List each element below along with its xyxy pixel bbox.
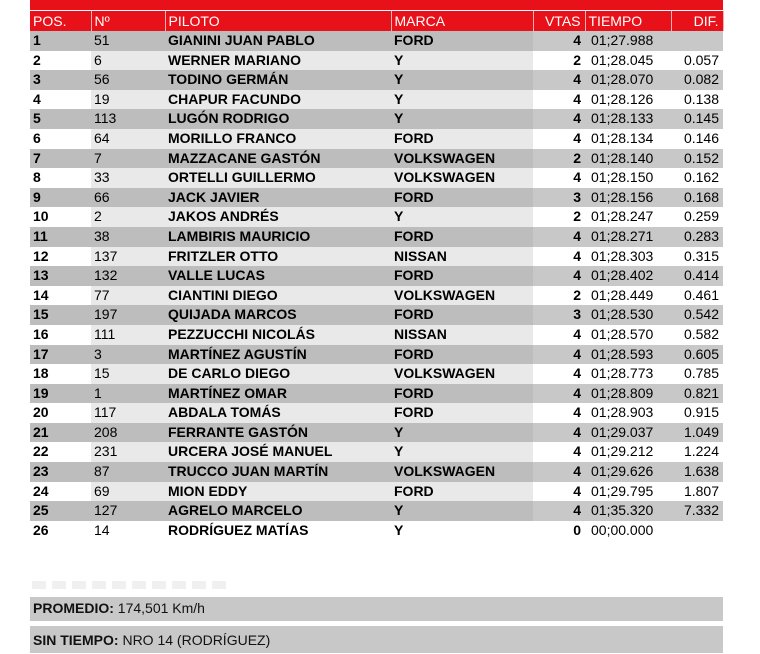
header-dif: DIF. xyxy=(671,11,723,31)
table-row xyxy=(30,247,723,267)
cell-pos: 21 xyxy=(30,423,91,443)
cell-vtas: 0 xyxy=(533,521,585,541)
cell-dif: 7.332 xyxy=(671,501,723,521)
summary-sin-tiempo xyxy=(30,626,723,653)
cell-vtas: 3 xyxy=(533,188,585,208)
table-row xyxy=(30,90,723,110)
cell-vtas: 4 xyxy=(533,168,585,188)
table-row xyxy=(30,109,723,129)
cell-pos: 13 xyxy=(30,266,91,286)
cell-dif: 0.315 xyxy=(671,247,723,267)
table-row xyxy=(30,521,723,541)
table-row xyxy=(30,325,723,345)
cell-pos: 6 xyxy=(30,129,91,149)
cell-pos: 15 xyxy=(30,305,91,325)
cell-marca: Y xyxy=(391,442,533,462)
cell-dif: 0.152 xyxy=(671,149,723,169)
cell-vtas: 4 xyxy=(533,442,585,462)
table-row xyxy=(30,423,723,443)
table-row xyxy=(30,168,723,188)
cell-vtas: 4 xyxy=(533,227,585,247)
cell-dif: 0.414 xyxy=(671,266,723,286)
cell-marca: Y xyxy=(391,521,533,541)
cell-dif: 0.582 xyxy=(671,325,723,345)
cell-dif: 0.283 xyxy=(671,227,723,247)
cell-dif xyxy=(671,521,723,541)
cell-marca: FORD xyxy=(391,188,533,208)
cell-piloto: ABDALA TOMÁS xyxy=(165,403,391,423)
cell-vtas: 4 xyxy=(533,109,585,129)
cell-vtas: 4 xyxy=(533,129,585,149)
cell-piloto: MAZZACANE GASTÓN xyxy=(165,149,391,169)
cell-vtas: 4 xyxy=(533,345,585,365)
table-row xyxy=(30,227,723,247)
cell-tiempo: 01;29.037 xyxy=(585,423,671,443)
cell-dif: 0.915 xyxy=(671,403,723,423)
cell-piloto: TODINO GERMÁN xyxy=(165,70,391,90)
table-header-row xyxy=(30,11,723,31)
cell-pos: 3 xyxy=(30,70,91,90)
cell-piloto: PEZZUCCHI NICOLÁS xyxy=(165,325,391,345)
cell-pos: 24 xyxy=(30,482,91,502)
cell-vtas: 4 xyxy=(533,247,585,267)
cell-tiempo: 01;28.570 xyxy=(585,325,671,345)
cell-piloto: JACK JAVIER xyxy=(165,188,391,208)
table-row xyxy=(30,345,723,365)
table-row xyxy=(30,364,723,384)
cell-num: 51 xyxy=(91,31,165,51)
cell-marca: VOLKSWAGEN xyxy=(391,286,533,306)
cell-marca: FORD xyxy=(391,384,533,404)
cell-pos: 23 xyxy=(30,462,91,482)
cell-pos: 16 xyxy=(30,325,91,345)
cell-vtas: 2 xyxy=(533,207,585,227)
cell-tiempo: 01;28.593 xyxy=(585,345,671,365)
cell-marca: FORD xyxy=(391,266,533,286)
cell-pos: 22 xyxy=(30,442,91,462)
cell-pos: 19 xyxy=(30,384,91,404)
cell-pos: 7 xyxy=(30,149,91,169)
faint-artifact xyxy=(32,581,232,589)
cell-piloto: TRUCCO JUAN MARTÍN xyxy=(165,462,391,482)
table-row xyxy=(30,462,723,482)
cell-dif: 0.082 xyxy=(671,70,723,90)
cell-num: 69 xyxy=(91,482,165,502)
table-row xyxy=(30,149,723,169)
table-row xyxy=(30,70,723,90)
cell-piloto: LUGÓN RODRIGO xyxy=(165,109,391,129)
header-vtas: VTAS xyxy=(533,11,585,31)
cell-vtas: 3 xyxy=(533,305,585,325)
cell-num: 66 xyxy=(91,188,165,208)
promedio-label: PROMEDIO: xyxy=(33,600,114,616)
cell-num: 38 xyxy=(91,227,165,247)
table-row xyxy=(30,482,723,502)
cell-piloto: JAKOS ANDRÉS xyxy=(165,207,391,227)
cell-piloto: FRITZLER OTTO xyxy=(165,247,391,267)
cell-marca: FORD xyxy=(391,345,533,365)
table-row xyxy=(30,286,723,306)
cell-num: 1 xyxy=(91,384,165,404)
cell-num: 19 xyxy=(91,90,165,110)
cell-tiempo: 01;35.320 xyxy=(585,501,671,521)
cell-marca: Y xyxy=(391,90,533,110)
cell-pos: 11 xyxy=(30,227,91,247)
cell-num: 127 xyxy=(91,501,165,521)
cell-vtas: 2 xyxy=(533,149,585,169)
cell-dif: 0.057 xyxy=(671,51,723,71)
cell-piloto: MARTÍNEZ OMAR xyxy=(165,384,391,404)
cell-dif: 0.145 xyxy=(671,109,723,129)
cell-marca: FORD xyxy=(391,305,533,325)
table-row xyxy=(30,442,723,462)
cell-piloto: CHAPUR FACUNDO xyxy=(165,90,391,110)
cell-tiempo: 01;28.530 xyxy=(585,305,671,325)
cell-marca: NISSAN xyxy=(391,247,533,267)
cell-pos: 25 xyxy=(30,501,91,521)
cell-pos: 14 xyxy=(30,286,91,306)
cell-piloto: MORILLO FRANCO xyxy=(165,129,391,149)
cell-num: 14 xyxy=(91,521,165,541)
cell-vtas: 4 xyxy=(533,501,585,521)
cell-piloto: MION EDDY xyxy=(165,482,391,502)
cell-piloto: DE CARLO DIEGO xyxy=(165,364,391,384)
cell-marca: Y xyxy=(391,51,533,71)
cell-tiempo: 01;29.795 xyxy=(585,482,671,502)
cell-piloto: QUIJADA MARCOS xyxy=(165,305,391,325)
cell-tiempo: 01;28.134 xyxy=(585,129,671,149)
cell-marca: FORD xyxy=(391,129,533,149)
cell-dif: 1.638 xyxy=(671,462,723,482)
cell-tiempo: 01;28.070 xyxy=(585,70,671,90)
cell-piloto: RODRÍGUEZ MATÍAS xyxy=(165,521,391,541)
cell-dif: 1.807 xyxy=(671,482,723,502)
cell-dif: 0.605 xyxy=(671,345,723,365)
cell-vtas: 4 xyxy=(533,31,585,51)
cell-tiempo: 01;28.809 xyxy=(585,384,671,404)
cell-pos: 12 xyxy=(30,247,91,267)
cell-vtas: 4 xyxy=(533,403,585,423)
cell-num: 7 xyxy=(91,149,165,169)
cell-tiempo: 01;28.140 xyxy=(585,149,671,169)
cell-dif: 0.259 xyxy=(671,207,723,227)
cell-dif: 0.785 xyxy=(671,364,723,384)
cell-dif: 1.049 xyxy=(671,423,723,443)
cell-pos: 10 xyxy=(30,207,91,227)
promedio-value: 174,501 Km/h xyxy=(117,600,205,616)
table-row xyxy=(30,501,723,521)
cell-vtas: 4 xyxy=(533,325,585,345)
cell-marca: FORD xyxy=(391,227,533,247)
table-row xyxy=(30,51,723,71)
cell-tiempo: 01;27.988 xyxy=(585,31,671,51)
results-table xyxy=(30,11,724,540)
cell-num: 113 xyxy=(91,109,165,129)
table-row xyxy=(30,207,723,227)
cell-marca: Y xyxy=(391,423,533,443)
cell-piloto: ORTELLI GUILLERMO xyxy=(165,168,391,188)
cell-tiempo: 01;28.247 xyxy=(585,207,671,227)
cell-dif: 0.146 xyxy=(671,129,723,149)
cell-pos: 1 xyxy=(30,31,91,51)
cell-num: 87 xyxy=(91,462,165,482)
cell-num: 64 xyxy=(91,129,165,149)
cell-marca: FORD xyxy=(391,403,533,423)
sin-tiempo-label: SIN TIEMPO: xyxy=(33,632,119,648)
cell-num: 6 xyxy=(91,51,165,71)
header-num: Nº xyxy=(91,11,165,31)
cell-pos: 2 xyxy=(30,51,91,71)
table-row xyxy=(30,188,723,208)
cell-marca: FORD xyxy=(391,482,533,502)
table-row xyxy=(30,403,723,423)
cell-piloto: LAMBIRIS MAURICIO xyxy=(165,227,391,247)
cell-tiempo: 01;28.773 xyxy=(585,364,671,384)
summary-promedio xyxy=(30,597,723,621)
cell-marca: VOLKSWAGEN xyxy=(391,149,533,169)
cell-pos: 18 xyxy=(30,364,91,384)
cell-marca: VOLKSWAGEN xyxy=(391,462,533,482)
cell-tiempo: 01;29.212 xyxy=(585,442,671,462)
cell-piloto: AGRELO MARCELO xyxy=(165,501,391,521)
cell-pos: 8 xyxy=(30,168,91,188)
cell-num: 33 xyxy=(91,168,165,188)
table-row xyxy=(30,305,723,325)
cell-marca: VOLKSWAGEN xyxy=(391,168,533,188)
cell-piloto: GIANINI JUAN PABLO xyxy=(165,31,391,51)
cell-vtas: 4 xyxy=(533,482,585,502)
cell-num: 2 xyxy=(91,207,165,227)
cell-piloto: VALLE LUCAS xyxy=(165,266,391,286)
cell-dif: 0.821 xyxy=(671,384,723,404)
cell-tiempo: 01;28.126 xyxy=(585,90,671,110)
cell-vtas: 4 xyxy=(533,90,585,110)
header-marca: MARCA xyxy=(391,11,533,31)
cell-piloto: FERRANTE GASTÓN xyxy=(165,423,391,443)
cell-num: 117 xyxy=(91,403,165,423)
cell-num: 231 xyxy=(91,442,165,462)
cell-vtas: 2 xyxy=(533,286,585,306)
cell-pos: 26 xyxy=(30,521,91,541)
cell-pos: 4 xyxy=(30,90,91,110)
cell-vtas: 4 xyxy=(533,423,585,443)
cell-num: 137 xyxy=(91,247,165,267)
cell-piloto: WERNER MARIANO xyxy=(165,51,391,71)
cell-piloto: CIANTINI DIEGO xyxy=(165,286,391,306)
cell-marca: NISSAN xyxy=(391,325,533,345)
header-piloto: PILOTO xyxy=(165,11,391,31)
cell-tiempo: 01;28.133 xyxy=(585,109,671,129)
cell-marca: Y xyxy=(391,109,533,129)
cell-tiempo: 01;28.449 xyxy=(585,286,671,306)
cell-tiempo: 01;28.303 xyxy=(585,247,671,267)
cell-marca: Y xyxy=(391,207,533,227)
table-row xyxy=(30,129,723,149)
cell-num: 111 xyxy=(91,325,165,345)
cell-pos: 17 xyxy=(30,345,91,365)
cell-marca: FORD xyxy=(391,31,533,51)
header-pos: POS. xyxy=(30,11,91,31)
cell-tiempo: 00;00.000 xyxy=(585,521,671,541)
cell-dif: 0.138 xyxy=(671,90,723,110)
table-row xyxy=(30,384,723,404)
cell-dif: 0.542 xyxy=(671,305,723,325)
cell-num: 77 xyxy=(91,286,165,306)
cell-dif xyxy=(671,31,723,51)
cell-tiempo: 01;28.045 xyxy=(585,51,671,71)
cell-marca: Y xyxy=(391,501,533,521)
cell-num: 3 xyxy=(91,345,165,365)
cell-tiempo: 01;28.156 xyxy=(585,188,671,208)
cell-pos: 5 xyxy=(30,109,91,129)
top-red-strip xyxy=(30,0,723,10)
cell-num: 56 xyxy=(91,70,165,90)
cell-dif: 0.162 xyxy=(671,168,723,188)
cell-num: 197 xyxy=(91,305,165,325)
cell-pos: 9 xyxy=(30,188,91,208)
cell-num: 208 xyxy=(91,423,165,443)
cell-dif: 0.461 xyxy=(671,286,723,306)
header-tiempo: TIEMPO xyxy=(585,11,671,31)
cell-pos: 20 xyxy=(30,403,91,423)
cell-num: 15 xyxy=(91,364,165,384)
cell-num: 132 xyxy=(91,266,165,286)
cell-tiempo: 01;28.150 xyxy=(585,168,671,188)
table-row xyxy=(30,31,723,51)
cell-tiempo: 01;29.626 xyxy=(585,462,671,482)
cell-dif: 1.224 xyxy=(671,442,723,462)
cell-vtas: 2 xyxy=(533,51,585,71)
cell-vtas: 4 xyxy=(533,266,585,286)
cell-piloto: MARTÍNEZ AGUSTÍN xyxy=(165,345,391,365)
sin-tiempo-value: NRO 14 (RODRÍGUEZ) xyxy=(122,632,271,648)
cell-vtas: 4 xyxy=(533,462,585,482)
cell-vtas: 4 xyxy=(533,364,585,384)
cell-tiempo: 01;28.903 xyxy=(585,403,671,423)
results-body xyxy=(30,31,723,540)
cell-vtas: 4 xyxy=(533,70,585,90)
cell-piloto: URCERA JOSÉ MANUEL xyxy=(165,442,391,462)
table-row xyxy=(30,266,723,286)
cell-tiempo: 01;28.402 xyxy=(585,266,671,286)
cell-dif: 0.168 xyxy=(671,188,723,208)
cell-tiempo: 01;28.271 xyxy=(585,227,671,247)
cell-vtas: 4 xyxy=(533,384,585,404)
cell-marca: VOLKSWAGEN xyxy=(391,364,533,384)
cell-marca: Y xyxy=(391,70,533,90)
